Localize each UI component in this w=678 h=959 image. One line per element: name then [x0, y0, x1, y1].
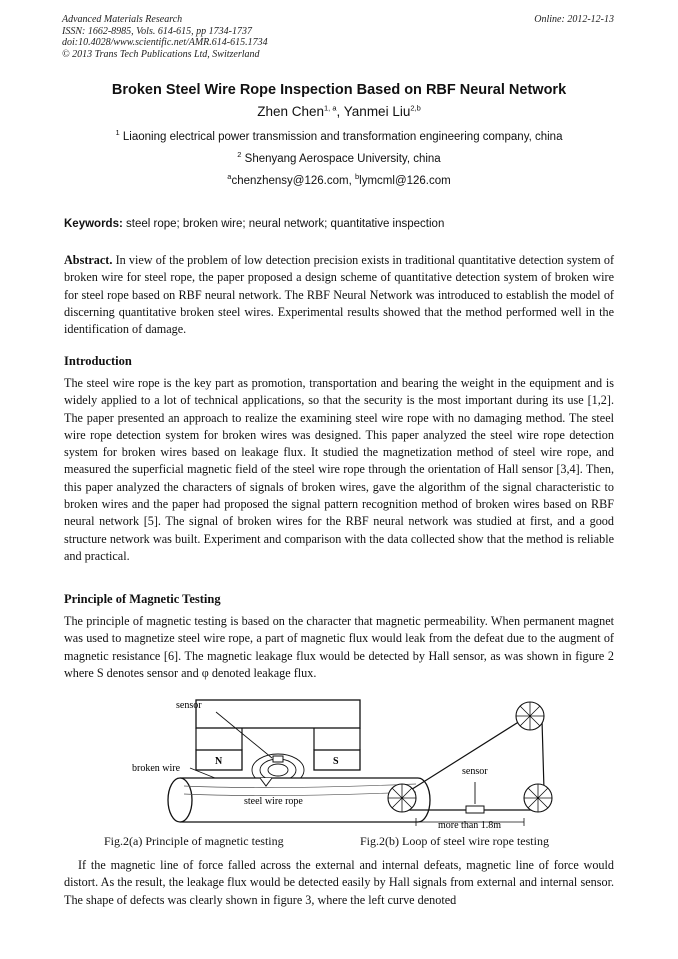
affiliation-1-text: Liaoning electrical power transmission and transformation engineering company, china [122, 131, 563, 143]
email-a: chenzhensy@126.com, [231, 175, 352, 187]
loop-sensor-block [466, 806, 484, 813]
journal-header [62, 14, 268, 60]
figure-2a-diagram [132, 700, 430, 822]
label-s-pole: S [333, 756, 339, 767]
keywords-text: steel rope; broken wire; neural network; quantitative inspection [126, 218, 445, 230]
journal-name: Advanced Materials Research [62, 14, 183, 25]
pulley-spokes [388, 784, 416, 812]
introduction-heading: Introduction [64, 354, 132, 368]
hall-sensor-element [273, 756, 283, 762]
introduction-text: The steel wire rope is the key part as promotion, transportation and bearing the weight in the equipment and is widely applied to a lot of technical applications, so that the security is the most important during its use [1,2]. The paper presented an approach to realize the examining steel wire rope with no damaging method. The steel wire rope detection system for broken wires was designed. This paper analyzed the steel wire rope detection system for broken wires based on leakage flux. It studied the magnetization method of steel wire rope, and measured the superficial magnetic field of the steel wire rope through the orientation of Hall sensor [3,4]. Then, this paper analyzed the characters of signals of broken wires, gave the algorithm of the signal characteristic to broken wires and the paper had proposed the signal pattern recognition method of broken wires based on RBF neural network [5]. The signal of broken wires for the RBF neural network was studied at first, and a good structure network was built. Experiment and comparison with the data collected show that the method is reliable and practical. [64, 376, 614, 563]
flux-loop [268, 764, 288, 776]
journal-issn: ISSN: 1662-8985, Vols. 614-615, pp 1734-1737 [62, 25, 252, 37]
caption-fig-2b: Fig.2(b) Loop of steel wire rope testing [360, 834, 549, 848]
figure-2 [120, 694, 580, 830]
email-b-sup: b [355, 172, 360, 182]
journal-doi: doi:10.4028/www.scientific.net/AMR.614-615.1734 [62, 37, 268, 48]
author-1: Zhen Chen [257, 104, 324, 119]
rope-end-left [168, 778, 192, 822]
abstract-label: Abstract. [64, 253, 113, 267]
email-a-sup: a [227, 172, 232, 182]
label-broken-wire: broken wire [132, 763, 181, 774]
author-2-sup: 2,b [410, 103, 421, 113]
magnet-yoke [196, 700, 360, 728]
affiliation-2-text: Shenyang Aerospace University, china [244, 153, 441, 165]
author-2: Yanmei Liu [343, 104, 411, 119]
affiliation-1 [0, 128, 678, 143]
author-separator: , [336, 104, 341, 119]
pulley-bottom-left [388, 784, 416, 812]
email-line [0, 172, 678, 187]
abstract-text: In view of the problem of low detection precision exists in traditional quantitative detection system of broken wire for steel rope, the paper proposed a design scheme of quantitative detection system of broken wire for steel rope based on RBF neural network. The RBF Neural Network was introduced to establish the model of discerning quantitative broken steel wires. Experimental results showed that the method performed well in the identification of damage. [64, 253, 614, 337]
author-1-sup: 1, a [324, 103, 337, 113]
label-loop-sensor: sensor [462, 766, 488, 777]
magnet-bridge [196, 728, 360, 750]
email-b: lymcml@126.com [359, 175, 451, 187]
pulley-bottom-right [524, 784, 552, 812]
abstract [64, 252, 614, 338]
journal-copyright: © 2013 Trans Tech Publications Ltd, Switzerland [62, 48, 260, 60]
principle-heading: Principle of Magnetic Testing [64, 592, 221, 606]
label-steel-wire-rope: steel wire rope [244, 796, 303, 807]
pulley-spokes [524, 784, 552, 812]
affiliation-2 [0, 150, 678, 165]
online-date: Online: 2012-12-13 [534, 14, 614, 25]
pulley-top [516, 702, 544, 730]
label-distance: more than 1.8m [438, 820, 502, 830]
continuation-text: If the magnetic line of force falled across the external and internal defeats, magnetic line of force would distort. As the result, the leakage flux would be detected easily by Hall signals from external and internal sensor. The shape of defects was clearly shown in figure 3, where the left curve denoted [64, 858, 614, 907]
caption-fig-2a: Fig.2(a) Principle of magnetic testing [104, 834, 284, 848]
affiliation-1-sup: 1 [115, 128, 120, 138]
pulley-wheels [388, 702, 552, 812]
keywords-label: Keywords: [64, 218, 123, 230]
paper-title: Broken Steel Wire Rope Inspection Based on RBF Neural Network [111, 82, 567, 98]
principle-text: The principle of magnetic testing is based on the character that magnetic permeability. When permanent magnet was used to magnetize steel wire rope, a part of magnetic flux would leak from the defeat due to the augment of magnetic resistance [6]. The magnetic leakage flux would be detected by Hall sensor, as was shown in figure 2 where S denotes sensor and φ denoted leakage flux. [64, 614, 614, 680]
label-n-pole: N [215, 756, 223, 767]
affiliation-2-sup: 2 [237, 150, 242, 160]
author-line [0, 104, 678, 119]
pulley-spokes [516, 702, 544, 730]
keywords [64, 218, 444, 230]
label-sensor: sensor [176, 700, 202, 711]
